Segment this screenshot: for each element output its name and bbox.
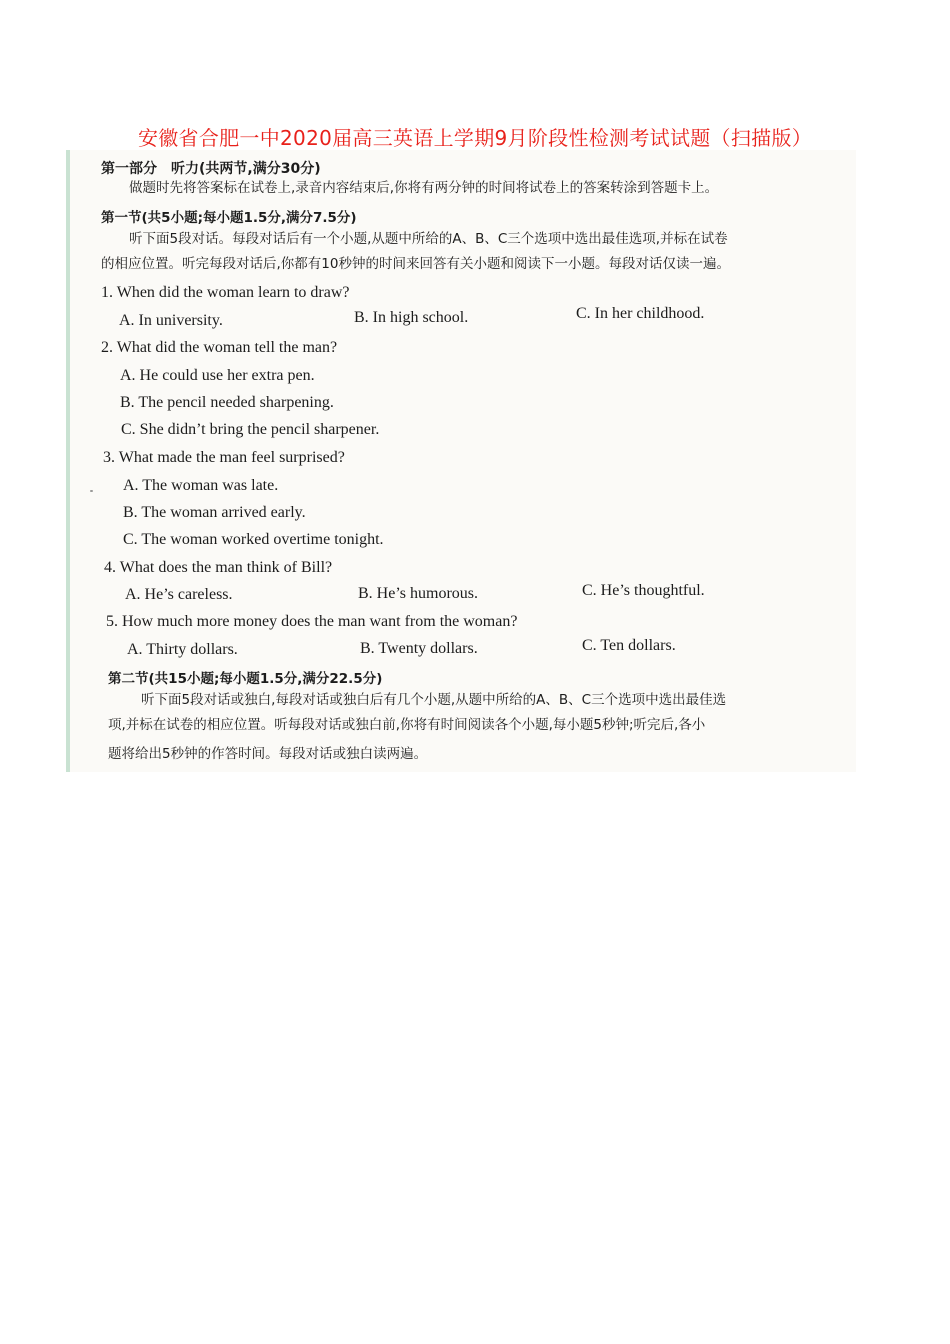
question-1-option-c: C. In her childhood. <box>576 305 705 322</box>
section2-instruction-line1: 听下面5段对话或独白,每段对话或独白后有几个小题,从题中所给的A、B、C三个选项中选出最佳选 <box>141 692 727 708</box>
question-2-option-a: A. He could use her extra pen. <box>120 367 315 384</box>
question-4-option-b: B. He’s humorous. <box>358 585 478 602</box>
question-3-option-a: A. The woman was late. <box>123 477 279 494</box>
section2-instruction-line3: 题将给出5秒钟的作答时间。每段对话或独白读两遍。 <box>108 746 428 762</box>
section1-heading: 第一节(共5小题;每小题1.5分,满分7.5分) <box>101 210 357 226</box>
question-5-option-a: A. Thirty dollars. <box>127 641 238 658</box>
scan-speck <box>90 490 93 492</box>
question-5-stem: 5. How much more money does the man want from the woman? <box>106 613 518 630</box>
scan-edge-strip <box>66 150 70 772</box>
part1-instruction: 做题时先将答案标在试卷上,录音内容结束后,你将有两分钟的时间将试卷上的答案转涂到答题卡上。 <box>129 180 719 196</box>
question-3-option-b: B. The woman arrived early. <box>123 504 306 521</box>
question-3-stem: 3. What made the man feel surprised? <box>103 449 345 466</box>
question-4-option-a: A. He’s careless. <box>125 586 233 603</box>
section2-instruction-line2: 项,并标在试卷的相应位置。听每段对话或独白前,你将有时间阅读各个小题,每小题5秒钟;听完后,各小 <box>108 717 706 733</box>
part1-heading: 第一部分 听力(共两节,满分30分) <box>101 161 321 177</box>
question-1-option-a: A. In university. <box>119 312 223 329</box>
question-1-option-b: B. In high school. <box>354 309 469 326</box>
question-3-option-c: C. The woman worked overtime tonight. <box>123 531 384 548</box>
question-2-option-c: C. She didn’t bring the pencil sharpener. <box>121 421 380 438</box>
question-4-stem: 4. What does the man think of Bill? <box>104 559 333 576</box>
page-title: 安徽省合肥一中2020届高三英语上学期9月阶段性检测考试试题（扫描版） <box>137 126 813 150</box>
section1-instruction-line2: 的相应位置。听完每段对话后,你都有10秒钟的时间来回答有关小题和阅读下一小题。每段对话仅读一遍。 <box>101 256 730 272</box>
question-5-option-b: B. Twenty dollars. <box>360 640 478 657</box>
question-1-stem: 1. When did the woman learn to draw? <box>101 284 350 301</box>
question-2-stem: 2. What did the woman tell the man? <box>101 339 338 356</box>
question-2-option-b: B. The pencil needed sharpening. <box>120 394 334 411</box>
section2-heading: 第二节(共15小题;每小题1.5分,满分22.5分) <box>108 671 383 687</box>
section1-instruction-line1: 听下面5段对话。每段对话后有一个小题,从题中所给的A、B、C三个选项中选出最佳选项,并标在试卷 <box>129 231 728 247</box>
question-4-option-c: C. He’s thoughtful. <box>582 582 705 599</box>
question-5-option-c: C. Ten dollars. <box>582 637 676 654</box>
